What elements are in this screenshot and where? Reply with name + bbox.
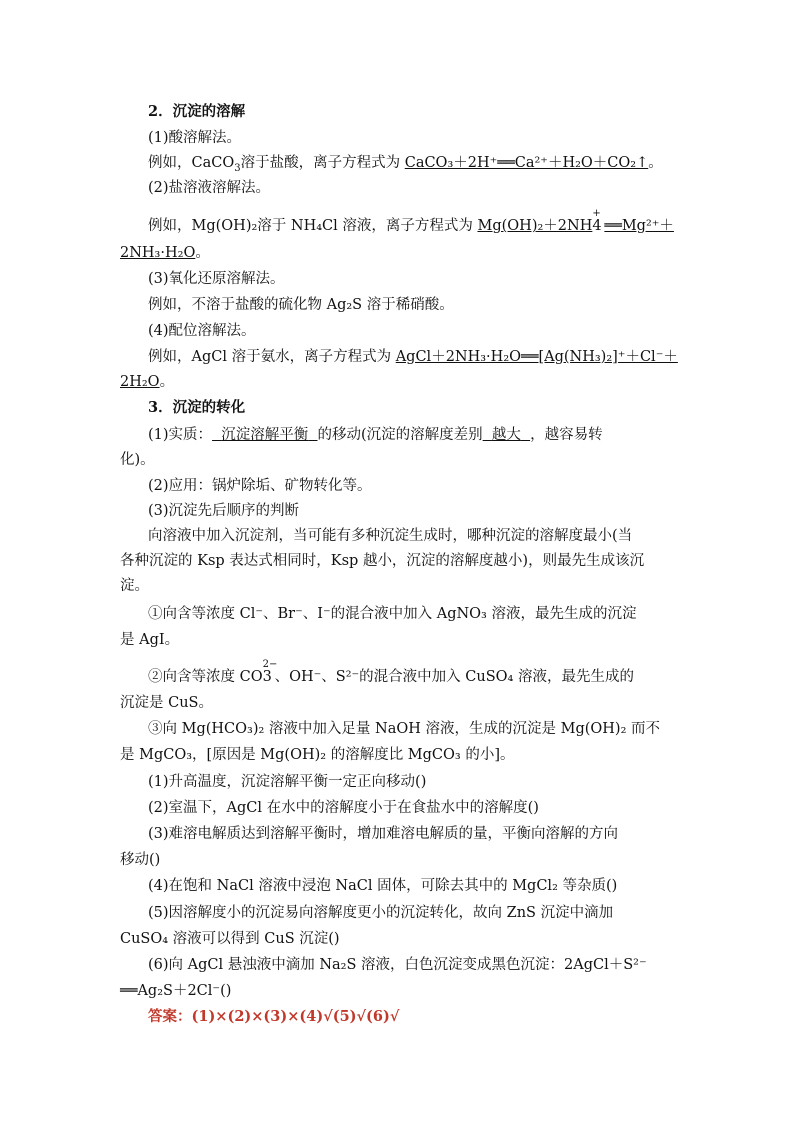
judge-5-cont: CuSO₄ 溶液可以得到 CuS 沉淀(): [120, 931, 340, 947]
example-salt-text: 例如，Mg(OH)₂溶于 NH₄Cl 溶液，离子方程式为: [148, 218, 473, 234]
case-3: ③向 Mg(HCO₃)₂ 溶液中加入足量 NaOH 溶液，生成的沉淀是 Mg(OH)₂ 而不: [148, 721, 661, 737]
example-acid-text: 例如，CaCO: [148, 155, 235, 171]
period: 。: [159, 374, 175, 390]
example-acid: 例如，CaCO$_3$溶于盐酸，离子方程式为 CaCO₃＋2H⁺══Ca²⁺＋H₂O＋CO₂↑。: [148, 155, 663, 174]
judge-6-cont: ══Ag₂S＋2Cl⁻(): [120, 983, 232, 999]
conversion-order: (3)沉淀先后顺序的判断: [148, 503, 300, 519]
equation-coord: AgCl＋2NH₃·H₂O══[Ag(NH₃)₂]⁺＋Cl⁻＋: [395, 349, 678, 365]
ammonium-subscript: 4: [592, 218, 602, 234]
example-acid-text-2: 溶于盐酸，离子方程式为: [240, 155, 401, 171]
equation-salt-part-2: ══Mg²⁺＋: [604, 218, 674, 234]
judge-3: (3)难溶电解质达到溶解平衡时，增加难溶电解质的量，平衡向溶解的方向: [148, 826, 619, 842]
equation-coord-part-2: 2H₂O: [120, 374, 160, 390]
case-1: ①向含等浓度 Cl⁻、Br⁻、I⁻的混合液中加入 AgNO₃ 溶液，最先生成的沉淀: [148, 606, 637, 622]
equation-salt: [477, 208, 674, 234]
case-3-cont: 是 MgCO₃，[原因是 Mg(OH)₂ 的溶解度比 MgCO₃ 的小]。: [120, 747, 515, 763]
equation-salt-part-3: 2NH₃·H₂O: [120, 245, 196, 261]
essence-answer-1-text: 沉淀溶解平衡: [221, 427, 309, 443]
judge-1: (1)升高温度，沉淀溶解平衡一定正向移动(): [148, 774, 427, 790]
order-text-2: 各种沉淀的 Ksp 表达式相同时，Ksp 越小，沉淀的溶解度越小)，则最先生成该沉: [120, 553, 645, 569]
period: 。: [195, 245, 210, 261]
example-coord-text: 例如，AgCl 溶于氨水，离子方程式为: [148, 349, 392, 365]
example-coord: [148, 347, 676, 367]
essence-answer-1: [212, 425, 317, 445]
method-coord: (4)配位溶解法。: [148, 323, 256, 339]
conversion-application: (2)应用：锅炉除垢、矿物转化等。: [148, 478, 372, 494]
example-salt-cont: [120, 243, 676, 263]
conversion-essence: [148, 425, 676, 445]
judge-4: (4)在饱和 NaCl 溶液中浸泡 NaCl 固体，可除去其中的 MgCl₂ 等杂质(): [148, 878, 618, 894]
example-redox: 例如，不溶于盐酸的硫化物 Ag₂S 溶于稀硝酸。: [148, 297, 454, 313]
judge-2: (2)室温下，AgCl 在水中的溶解度小于在食盐水中的溶解度(): [148, 800, 539, 816]
case-2-text-1: ②向含等浓度 CO: [148, 669, 263, 685]
essence-answer-2: [483, 425, 530, 445]
ammonium-stack: [592, 208, 604, 236]
ammonium-charge: +: [592, 208, 601, 219]
section-heading-conversion: 3．沉淀的转化: [148, 399, 246, 416]
judge-5: (5)因溶解度小的沉淀易向溶解度更小的沉淀转化，故向 ZnS 沉淀中滴加: [148, 905, 614, 921]
method-salt: (2)盐溶液溶解法。: [148, 180, 271, 196]
essence-end: ，越容易转: [530, 427, 603, 443]
equation-acid: CaCO₃＋2H⁺══Ca²⁺＋H₂O＋CO₂↑: [404, 155, 649, 171]
section-heading-dissolution: 2．沉淀的溶解: [148, 103, 246, 120]
carbonate-charge: 2−: [262, 659, 278, 670]
carbonate-stack: [262, 659, 278, 687]
judge-3-cont: 移动(): [120, 852, 161, 868]
equation-salt-part-1: Mg(OH)₂＋2NH: [477, 218, 593, 234]
essence-answer-2-text: 越大: [491, 427, 521, 443]
carbonate-subscript: 3: [262, 669, 272, 685]
method-acid: (1)酸溶解法。: [148, 130, 242, 146]
order-text-3: 淀。: [120, 578, 149, 594]
answer-body: (1)×(2)×(3)×(4)√(5)√(6)√: [191, 1008, 400, 1025]
case-2-text-2: 、OH⁻、S²⁻的混合液中加入 CuSO₄ 溶液，最先生成的: [274, 669, 634, 685]
essence-label: (1)实质：: [148, 427, 213, 443]
judge-6: (6)向 AgCl 悬浊液中滴加 Na₂S 溶液，白色沉淀变成黑色沉淀：2AgCl＋S²⁻: [148, 957, 647, 973]
case-2-cont: 沉淀是 CuS。: [120, 695, 213, 711]
essence-mid: 的移动(沉淀的溶解度差别: [317, 427, 483, 443]
period: 。: [648, 155, 663, 171]
case-1-cont: 是 AgI。: [120, 632, 180, 648]
method-redox: (3)氧化还原溶解法。: [148, 271, 285, 287]
case-2: [148, 659, 676, 687]
order-text-1: 向溶液中加入沉淀剂，当可能有多种沉淀生成时，哪种沉淀的溶解度最小(当: [148, 528, 633, 544]
conversion-essence-cont: 化)。: [120, 452, 155, 468]
example-salt: [148, 208, 676, 236]
answer-line: [148, 1007, 676, 1027]
answer-label: 答案：: [148, 1008, 192, 1025]
example-coord-cont: [120, 372, 676, 392]
